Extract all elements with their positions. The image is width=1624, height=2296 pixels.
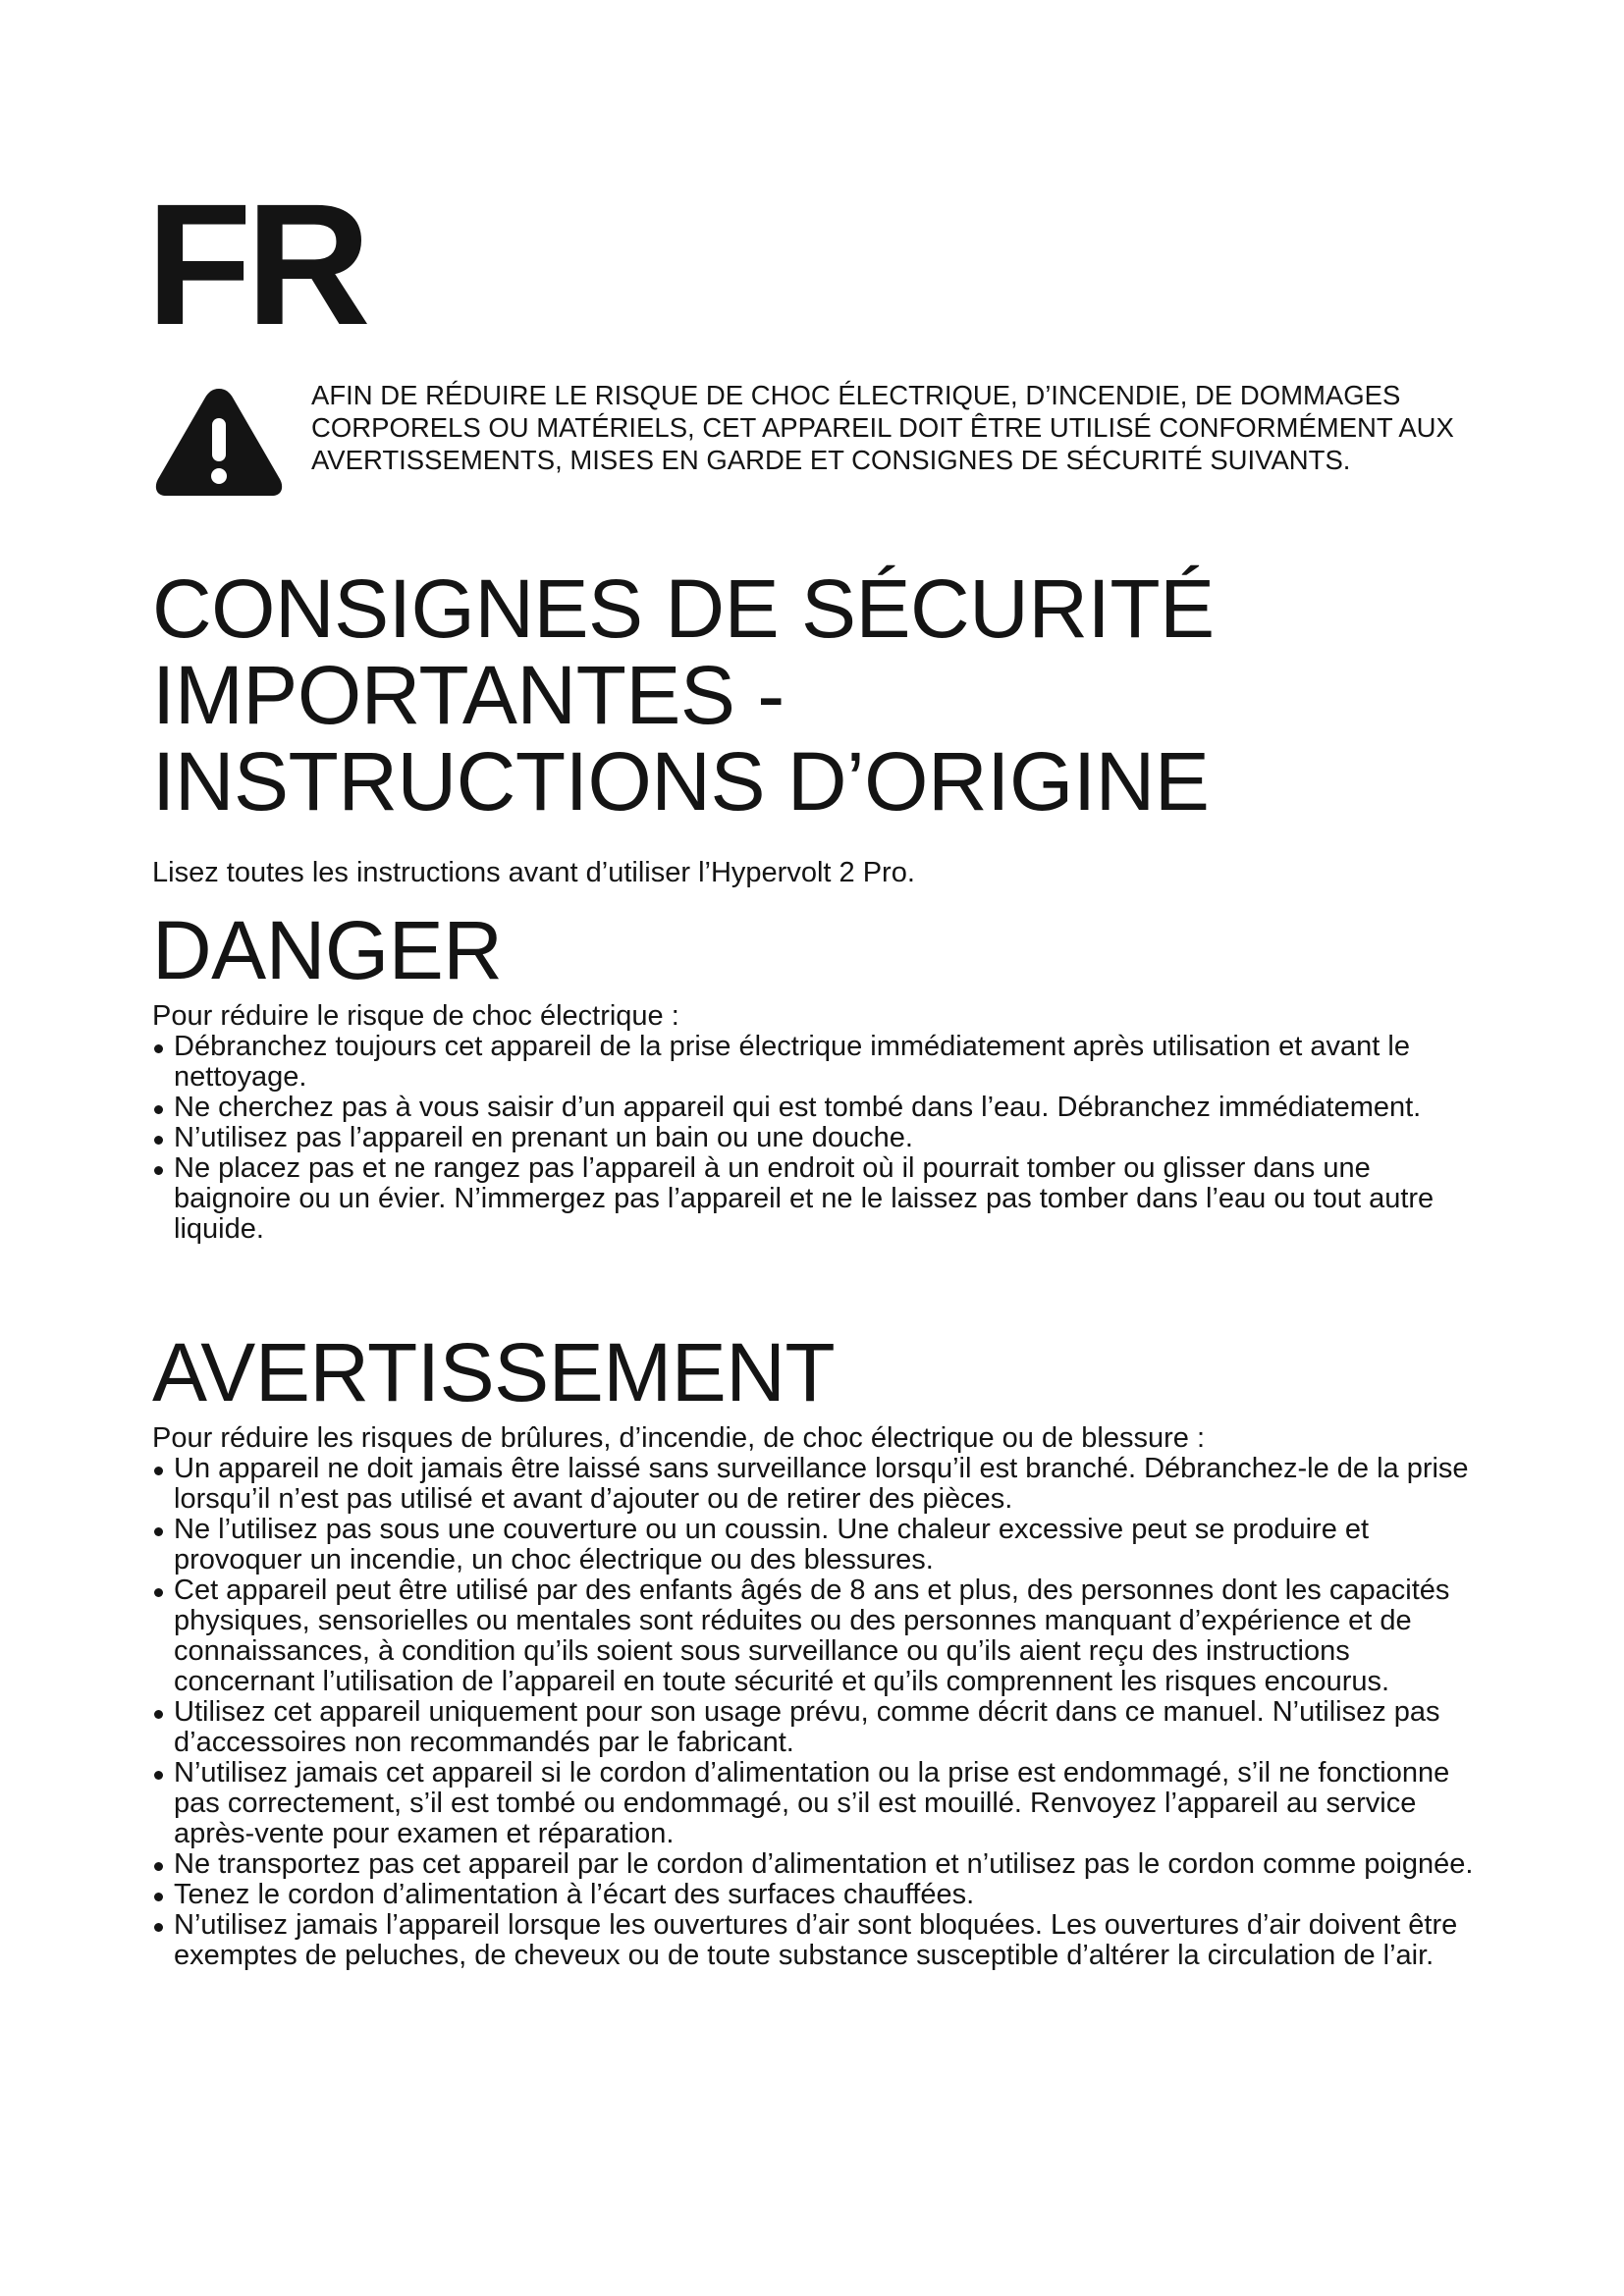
title-line: IMPORTANTES - — [152, 649, 785, 741]
danger-section — [152, 905, 1488, 1245]
page-title — [152, 562, 1488, 828]
manual-page — [146, 0, 1488, 2296]
danger-item: N’utilisez pas l’appareil en prenant un bain ou une douche. — [152, 1123, 1488, 1153]
danger-lead: Pour réduire le risque de choc électrique : — [152, 1000, 679, 1032]
warning-triangle-icon — [152, 383, 286, 501]
danger-item: Ne placez pas et ne rangez pas l’appareil à un endroit où il pourrait tomber ou glisser dans une baignoire ou un évier. N’immergez pas l’appareil et ne le laissez pas tomber dans l’eau ou tout autre liquide. — [152, 1153, 1488, 1245]
safety-warning-text: AFIN DE RÉDUIRE LE RISQUE DE CHOC ÉLECTRIQUE, D’INCENDIE, DE DOMMAGES CORPORELS OU MATÉRIELS, CET APPAREIL DOIT ÊTRE UTILISÉ CONFORMÉMENT AUX AVERTISSEMENTS, MISES EN GARDE ET CONSIGNES DE SÉCURITÉ SUIVANTS. — [311, 380, 1454, 475]
avertissement-item: Un appareil ne doit jamais être laissé sans surveillance lorsqu’il est branché. Débranchez-le de la prise lorsqu’il n’est pas utilisé et avant d’ajouter ou de retirer des pièces. — [152, 1454, 1488, 1515]
avertissement-item: Ne l’utilisez pas sous une couverture ou un coussin. Une chaleur excessive peut se produire et provoquer un incendie, un choc électrique ou des blessures. — [152, 1515, 1488, 1575]
danger-item: Débranchez toujours cet appareil de la prise électrique immédiatement après utilisation et avant le nettoyage. — [152, 1032, 1488, 1093]
avertissement-list — [152, 1454, 1488, 1971]
avertissement-item: Cet appareil peut être utilisé par des enfants âgés de 8 ans et plus, des personnes dont les capacités physiques, sensorielles ou mentales sont réduites ou des personnes manquant d’expérience et de connaissances, à condition qu’ils soient sous surveillance ou qu’ils aient reçu des instructions concernant l’utilisation de l’appareil en toute sécurité et qu’ils comprennent les risques encourus. — [152, 1575, 1488, 1697]
avertissement-item: Tenez le cordon d’alimentation à l’écart des surfaces chauffées. — [152, 1880, 1488, 1910]
intro-text: Lisez toutes les instructions avant d’utiliser l’Hypervolt 2 Pro. — [152, 857, 915, 888]
title-line: CONSIGNES DE SÉCURITÉ — [152, 562, 1215, 655]
avertissement-item: N’utilisez jamais l’appareil lorsque les ouvertures d’air sont bloquées. Les ouvertures d’air doivent être exemptes de peluches, de cheveux ou de toute substance susceptible d’altérer la circulation de l’air. — [152, 1910, 1488, 1971]
language-code: FR — [146, 169, 365, 361]
title-line: INSTRUCTIONS D’ORIGINE — [152, 735, 1210, 828]
avertissement-heading: AVERTISSEMENT — [152, 1326, 836, 1418]
avertissement-section — [152, 1327, 1488, 1971]
avertissement-lead: Pour réduire les risques de brûlures, d’incendie, de choc électrique ou de blessure : — [152, 1422, 1206, 1454]
avertissement-item: Utilisez cet appareil uniquement pour son usage prévu, comme décrit dans ce manuel. N’utilisez pas d’accessoires non recommandés par le fabricant. — [152, 1697, 1488, 1758]
avertissement-item: N’utilisez jamais cet appareil si le cordon d’alimentation ou la prise est endommagé, s’il ne fonctionne pas correctement, s’il est tombé ou endommagé, ou s’il est mouillé. Renvoyez l’appareil au service après-vente pour examen et réparation. — [152, 1758, 1488, 1849]
danger-item: Ne cherchez pas à vous saisir d’un appareil qui est tombé dans l’eau. Débranchez immédiatement. — [152, 1093, 1488, 1123]
danger-list — [152, 1032, 1488, 1245]
danger-heading: DANGER — [152, 904, 503, 996]
avertissement-item: Ne transportez pas cet appareil par le cordon d’alimentation et n’utilisez pas le cordon comme poignée. — [152, 1849, 1488, 1880]
